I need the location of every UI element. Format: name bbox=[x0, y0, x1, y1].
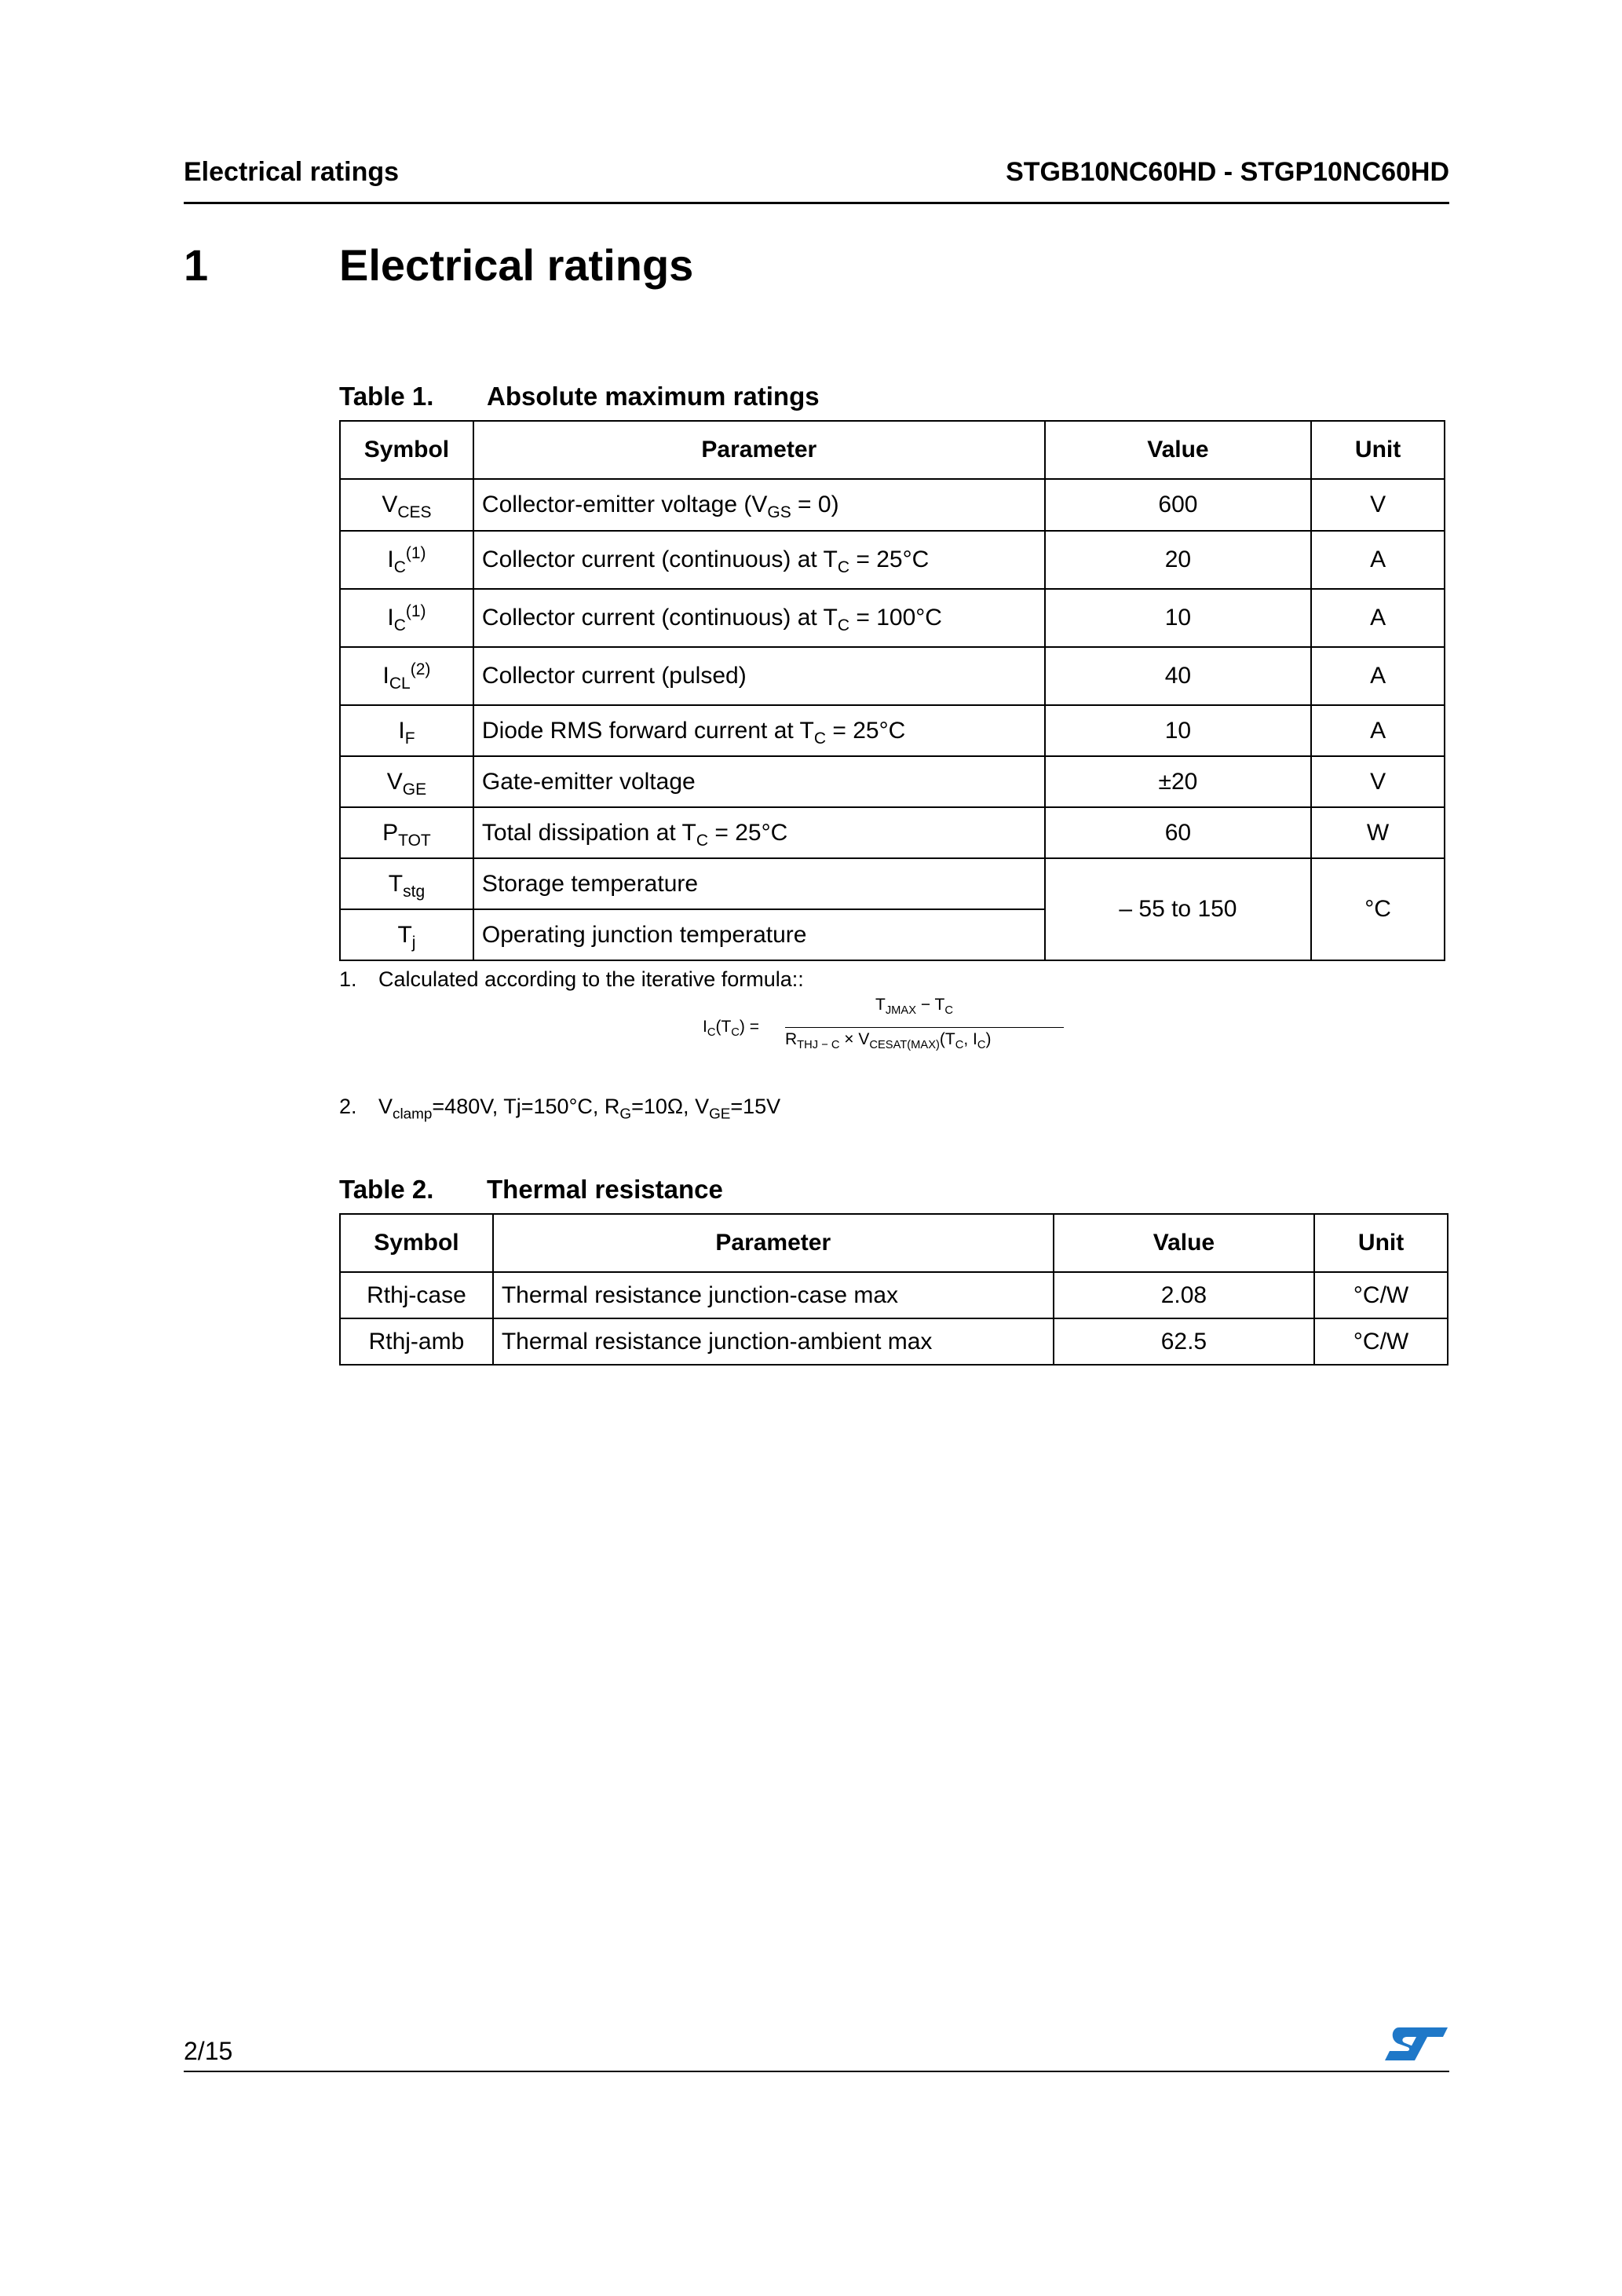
symbol-cell: $T_{stg}$ bbox=[340, 858, 473, 909]
unit-cell: A bbox=[1311, 647, 1445, 705]
table1-caption-title: Absolute maximum ratings bbox=[487, 382, 820, 411]
table2-header-parameter: Parameter bbox=[493, 1214, 1054, 1272]
parameter-cell: Thermal resistance junction-case max bbox=[493, 1272, 1054, 1318]
value-cell: 10 bbox=[1045, 589, 1311, 647]
iterative-formula bbox=[703, 996, 1080, 1058]
table1-header-unit: Unit bbox=[1311, 421, 1445, 479]
parameter-cell: Collector-emitter voltage $(V_{GS} = 0)$ bbox=[473, 479, 1045, 531]
header-rule bbox=[184, 202, 1449, 204]
parameter-cell: Collector current (pulsed) bbox=[473, 647, 1045, 705]
unit-cell: °C/W bbox=[1314, 1272, 1448, 1318]
table-row bbox=[340, 807, 1445, 858]
footnote-2: 2. $V_{clamp}=480V$, Tj=150°C, $R_G=10\Omega$, $V_{GE}=15V$ bbox=[339, 1095, 781, 1123]
unit-cell: V bbox=[1311, 756, 1445, 807]
table2-header-value: Value bbox=[1054, 1214, 1314, 1272]
parameter-cell: Operating junction temperature bbox=[473, 909, 1045, 960]
table-row bbox=[340, 858, 1445, 909]
value-cell: 600 bbox=[1045, 479, 1311, 531]
table1-caption-number: Table 1. bbox=[339, 382, 434, 411]
table-row bbox=[340, 1272, 1448, 1318]
unit-cell: A bbox=[1311, 589, 1445, 647]
symbol-cell: $I_{CL}^{(2)}$ bbox=[340, 647, 473, 705]
symbol-cell: $I_C^{(1)}$ bbox=[340, 589, 473, 647]
table2-header-symbol: Symbol bbox=[340, 1214, 493, 1272]
parameter-cell: Thermal resistance junction-ambient max bbox=[493, 1318, 1054, 1365]
parameter-cell: Storage temperature bbox=[473, 858, 1045, 909]
value-cell: ±20 bbox=[1045, 756, 1311, 807]
unit-cell: W bbox=[1311, 807, 1445, 858]
table2-caption-number: Table 2. bbox=[339, 1175, 434, 1204]
formula-lhs: $I_C(T_C)$ = bbox=[703, 1018, 759, 1040]
symbol-cell: $V_{CES}$ bbox=[340, 479, 473, 531]
page-number: 2/15 bbox=[184, 2037, 233, 2065]
value-cell: – 55 to 150 bbox=[1045, 858, 1311, 960]
unit-cell: A bbox=[1311, 705, 1445, 756]
parameter-cell: Collector current (continuous) at $T_C = 100^\circ C$ bbox=[473, 589, 1045, 647]
parameter-cell: Diode RMS forward current at $T_C = 25^\circ C$ bbox=[473, 705, 1045, 756]
running-header-part: STGB10NC60HD - STGP10NC60HD bbox=[1006, 157, 1449, 187]
symbol-cell: $I_C^{(1)}$ bbox=[340, 531, 473, 589]
table-row bbox=[340, 756, 1445, 807]
value-cell: 10 bbox=[1045, 705, 1311, 756]
table2-header-row bbox=[340, 1214, 1448, 1272]
parameter-cell: Total dissipation at $T_C = 25^\circ C$ bbox=[473, 807, 1045, 858]
table-row bbox=[340, 647, 1445, 705]
table-row bbox=[340, 479, 1445, 531]
absolute-maximum-ratings-table bbox=[339, 420, 1445, 961]
table-row bbox=[340, 1318, 1448, 1365]
section-title: Electrical ratings bbox=[339, 240, 694, 290]
footer-rule bbox=[184, 2071, 1449, 2072]
formula-fraction-bar bbox=[785, 1027, 1064, 1028]
value-cell: 2.08 bbox=[1054, 1272, 1314, 1318]
parameter-cell: Gate-emitter voltage bbox=[473, 756, 1045, 807]
table2-caption-title: Thermal resistance bbox=[487, 1175, 723, 1204]
table2-caption bbox=[339, 1175, 723, 1205]
symbol-cell: $T_j$ bbox=[340, 909, 473, 960]
table-row bbox=[340, 589, 1445, 647]
table-row bbox=[340, 531, 1445, 589]
table1-header-symbol: Symbol bbox=[340, 421, 473, 479]
symbol-cell: $V_{GE}$ bbox=[340, 756, 473, 807]
value-cell: 40 bbox=[1045, 647, 1311, 705]
table2-header-unit: Unit bbox=[1314, 1214, 1448, 1272]
table-row bbox=[340, 705, 1445, 756]
unit-cell: V bbox=[1311, 479, 1445, 531]
symbol-cell: $P_{TOT}$ bbox=[340, 807, 473, 858]
st-logo bbox=[1383, 2024, 1449, 2064]
value-cell: 60 bbox=[1045, 807, 1311, 858]
symbol-cell: $I_F$ bbox=[340, 705, 473, 756]
running-header-section: Electrical ratings bbox=[184, 157, 400, 187]
value-cell: 20 bbox=[1045, 531, 1311, 589]
symbol-cell: Rthj-amb bbox=[340, 1318, 493, 1365]
table1-header-row bbox=[340, 421, 1445, 479]
symbol-cell: Rthj-case bbox=[340, 1272, 493, 1318]
table1-header-parameter: Parameter bbox=[473, 421, 1045, 479]
value-cell: 62.5 bbox=[1054, 1318, 1314, 1365]
formula-numerator: $T_{JMAX} - T_C$ bbox=[875, 996, 953, 1018]
parameter-cell: Collector current (continuous) at $T_C = 25^\circ C$ bbox=[473, 531, 1045, 589]
table1-caption bbox=[339, 382, 820, 411]
thermal-resistance-table bbox=[339, 1213, 1448, 1366]
formula-denominator: $R_{THJ - C} \times V_{CESAT(MAX)}(T_C$, $I_C$) bbox=[785, 1030, 992, 1052]
table1-header-value: Value bbox=[1045, 421, 1311, 479]
unit-cell: °C/W bbox=[1314, 1318, 1448, 1365]
section-number: 1 bbox=[184, 240, 209, 290]
st-logo-s-shape bbox=[1385, 2027, 1448, 2060]
footnote-1: 1. Calculated according to the iterative formula:: bbox=[339, 967, 804, 991]
unit-cell: °C bbox=[1311, 858, 1445, 960]
unit-cell: A bbox=[1311, 531, 1445, 589]
